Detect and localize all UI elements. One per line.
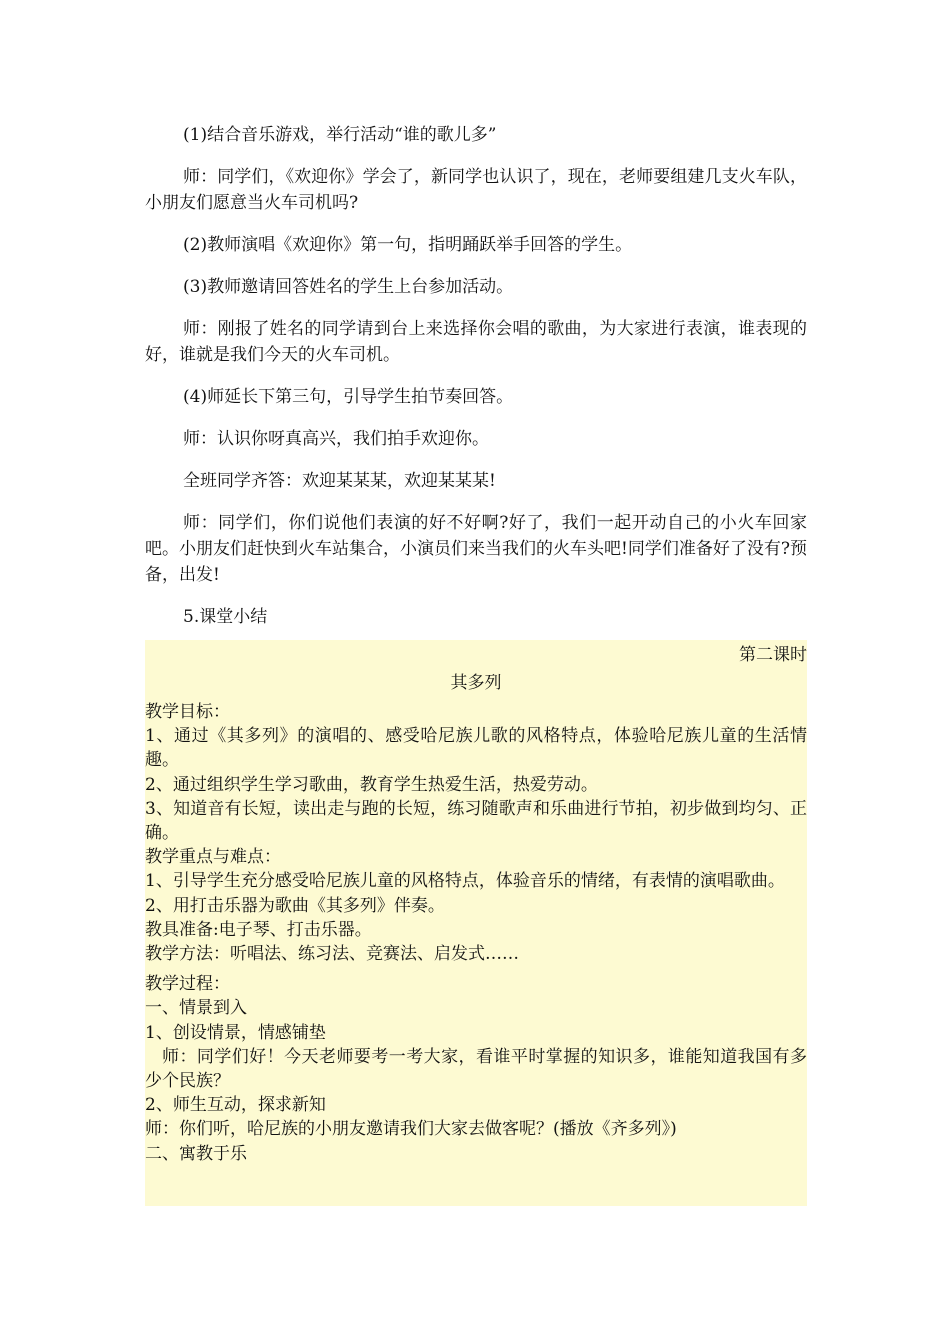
teaching-methods: 教学方法：听唱法、练习法、竞赛法、启发式……	[145, 944, 519, 965]
paragraph-teacher-train-home: 师：同学们，你们说他们表演的好不好啊?好了，我们一起开动自己的小火车回家吧。小朋友们赶快到火车站集合，小演员们来当我们的火车头吧!同学们准备好了没有?预备，出发!	[145, 513, 807, 585]
process-heading: 教学过程：	[145, 974, 230, 995]
lesson-notes-section	[145, 122, 807, 646]
step-1-heading: 一、情景到入	[145, 998, 247, 1019]
paragraph-class-answer: 全班同学齐答：欢迎某某某，欢迎某某某!	[183, 471, 496, 491]
key-point-1: 1、引导学生充分感受哈尼族儿童的风格特点，体验音乐的情绪，有表情的演唱歌曲。	[145, 871, 785, 892]
lesson-title: 其多列	[450, 673, 502, 693]
second-lesson-box	[145, 640, 807, 1206]
objectives-heading: 教学目标：	[145, 702, 230, 722]
paragraph-teacher-welcome: 师：认识你呀真高兴，我们拍手欢迎你。	[183, 429, 489, 449]
step-1-2-text: 师：你们听，哈尼族的小朋友邀请我们大家去做客呢？(播放《齐多列》)	[145, 1119, 677, 1140]
step-1-1-heading: 1、创设情景，情感铺垫	[145, 1022, 326, 1043]
key-point-2: 2、用打击乐器为歌曲《其多列》伴奏。	[145, 895, 445, 916]
paragraph-extend: (4)师延长下第三句，引导学生拍节奏回答。	[183, 387, 514, 407]
teaching-tools: 教具准备:电子琴、打击乐器。	[145, 919, 372, 940]
paragraph-summary: 5.课堂小结	[183, 607, 268, 627]
session-label: 第二课时	[739, 645, 807, 665]
paragraph-activity: (1)结合音乐游戏，举行活动“谁的歌儿多”	[183, 125, 497, 145]
objective-1: 1、通过《其多列》的演唱的、感受哈尼族儿歌的风格特点，体验哈尼族儿童的生活情趣。	[145, 726, 807, 771]
key-points-heading: 教学重点与难点：	[145, 847, 281, 868]
paragraph-teacher-sing: (2)教师演唱《欢迎你》第一句，指明踊跃举手回答的学生。	[183, 235, 633, 255]
paragraph-teacher-train: 师：同学们，《欢迎你》学会了，新同学也认识了，现在，老师要组建几支火车队，小朋友们愿意当火车司机吗?	[145, 167, 807, 213]
objective-2: 2、通过组织学生学习歌曲，教育学生热爱生活，热爱劳动。	[145, 774, 598, 795]
step-1-1-text: 师：同学们好！今天老师要考一考大家，看谁平时掌握的知识多，谁能知道我国有多少个民族？	[145, 1046, 807, 1092]
objective-3: 3、知道音有长短，读出走与跑的长短，练习随歌声和乐曲进行节拍，初步做到均匀、正确。	[145, 798, 807, 844]
paragraph-teacher-perform: 师：刚报了姓名的同学请到台上来选择你会唱的歌曲，为大家进行表演，谁表现的好，谁就是我们今天的火车司机。	[145, 319, 807, 365]
step-1-2-heading: 2、师生互动，探求新知	[145, 1095, 326, 1116]
paragraph-invite: (3)教师邀请回答姓名的学生上台参加活动。	[183, 277, 514, 297]
step-2-heading: 二、寓教于乐	[145, 1143, 247, 1164]
